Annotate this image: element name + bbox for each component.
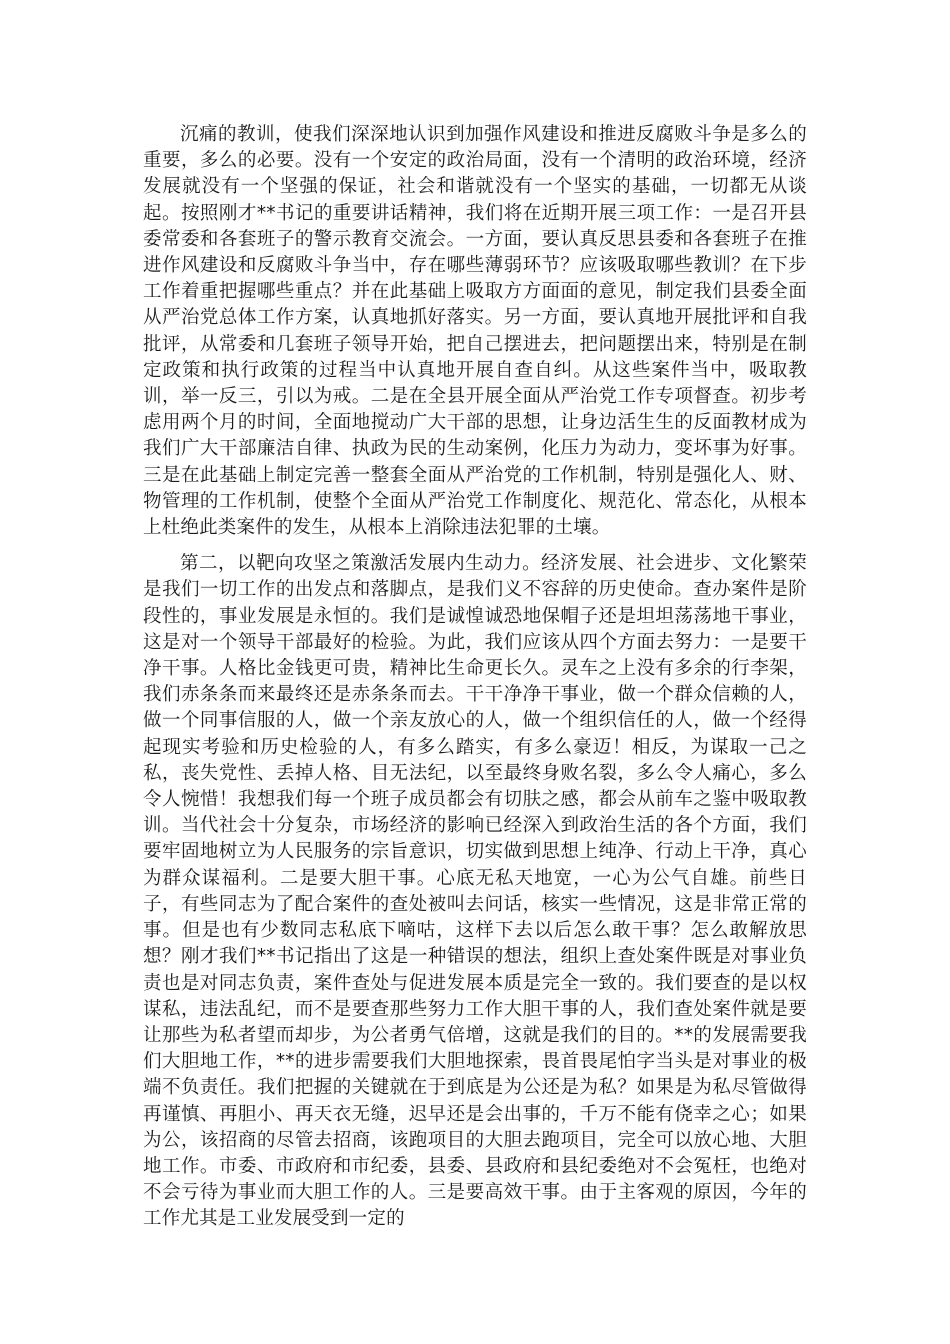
paragraph-2: 第二，以靶向攻坚之策激活发展内生动力。经济发展、社会进步、文化繁荣是我们一切工作的出发点和落脚点，是我们义不容辞的历史使命。查办案件是阶段性的，事业发展是永恒的。我们是诚惶诚恐地保帽子还是坦坦荡荡地干事业，这是对一个领导干部最好的检验。为此，我们应该从四个方面去努力：一是要干净干事。人格比金钱更可贵，精神比生命更长久。灵车之上没有多余的行李架，我们赤条条而来最终还是赤条条而去。干干净净干事业，做一个群众信赖的人，做一个同事信服的人，做一个亲友放心的人，做一个组织信任的人，做一个经得起现实考验和历史检验的人，有多么踏实，有多么豪迈！相反，为谋取一己之私，丧失党性、丢掉人格、目无法纪，以至最终身败名裂，多么令人痛心，多么令人惋惜！我想我们每一个班子成员都会有切肤之感，都会从前车之鉴中吸取教训。当代社会十分复杂，市场经济的影响已经深入到政治生活的各个方面，我们要牢固地树立为人民服务的宗旨意识，切实做到思想上纯净、行动上干净，真心为群众谋福利。二是要大胆干事。心底无私天地宽，一心为公气自雄。前些日子，有些同志为了配合案件的查处被叫去问话，核实一些情况，这是非常正常的事。但是也有少数同志私底下嘀咕，这样下去以后怎么敢干事？怎么敢解放思想？刚才我们**书记指出了这是一种错误的想法，组织上查处案件既是对事业负责也是对同志负责，案件查处与促进发展本质是完全一致的。我们要查的是以权谋私，违法乱纪，而不是要查那些努力工作大胆干事的人，我们查处案件就是要让那些为私者望而却步，为公者勇气倍增，这就是我们的目的。**的发展需要我们大胆地工作，**的进步需要我们大胆地探索，畏首畏尾怕字当头是对事业的极端不负责任。我们把握的关键就在于到底是为公还是为私？如果是为私尽管做得再谨慎、再胆小、再天衣无缝，迟早还是会出事的，千万不能有侥幸之心；如果为公，该招商的尽管去招商，该跑项目的大胆去跑项目，完全可以放心地、大胆地工作。市委、市政府和市纪委，县委、县政府和县纪委绝对不会冤枉，也绝对不会亏待为事业而大胆工作的人。三是要高效干事。由于主客观的原因，今年的工作尤其是工业发展受到一定的 — [143, 553, 807, 1230]
document-page — [143, 122, 807, 1233]
paragraph-1: 沉痛的教训，使我们深深地认识到加强作风建设和推进反腐败斗争是多么的重要，多么的必要。没有一个安定的政治局面，没有一个清明的政治环境，经济发展就没有一个坚强的保证，社会和谐就没有一个坚实的基础，一切都无从谈起。按照刚才**书记的重要讲话精神，我们将在近期开展三项工作：一是召开县委常委和各套班子的警示教育交流会。一方面，要认真反思县委和各套班子在推进作风建设和反腐败斗争当中，存在哪些薄弱环节？应该吸取哪些教训？在下步工作着重把握哪些重点？并在此基础上吸取方方面面的意见，制定我们县委全面从严治党总体工作方案，认真地抓好落实。另一方面，要认真地开展批评和自我批评，从常委和几套班子领导开始，把自己摆进去，把问题摆出来，特别是在制定政策和执行政策的过程当中认真地开展自查自纠。从这些案件当中，吸取教训，举一反三，引以为戒。二是在全县开展全面从严治党工作专项督查。初步考虑用两个月的时间，全面地搅动广大干部的思想，让身边活生生的反面教材成为我们广大干部廉洁自律、执政为民的生动案例，化压力为动力，变坏事为好事。三是在此基础上制定完善一整套全面从严治党的工作机制，特别是强化人、财、物管理的工作机制，使整个全面从严治党工作制度化、规范化、常态化，从根本上杜绝此类案件的发生，从根本上消除违法犯罪的土壤。 — [143, 124, 807, 539]
